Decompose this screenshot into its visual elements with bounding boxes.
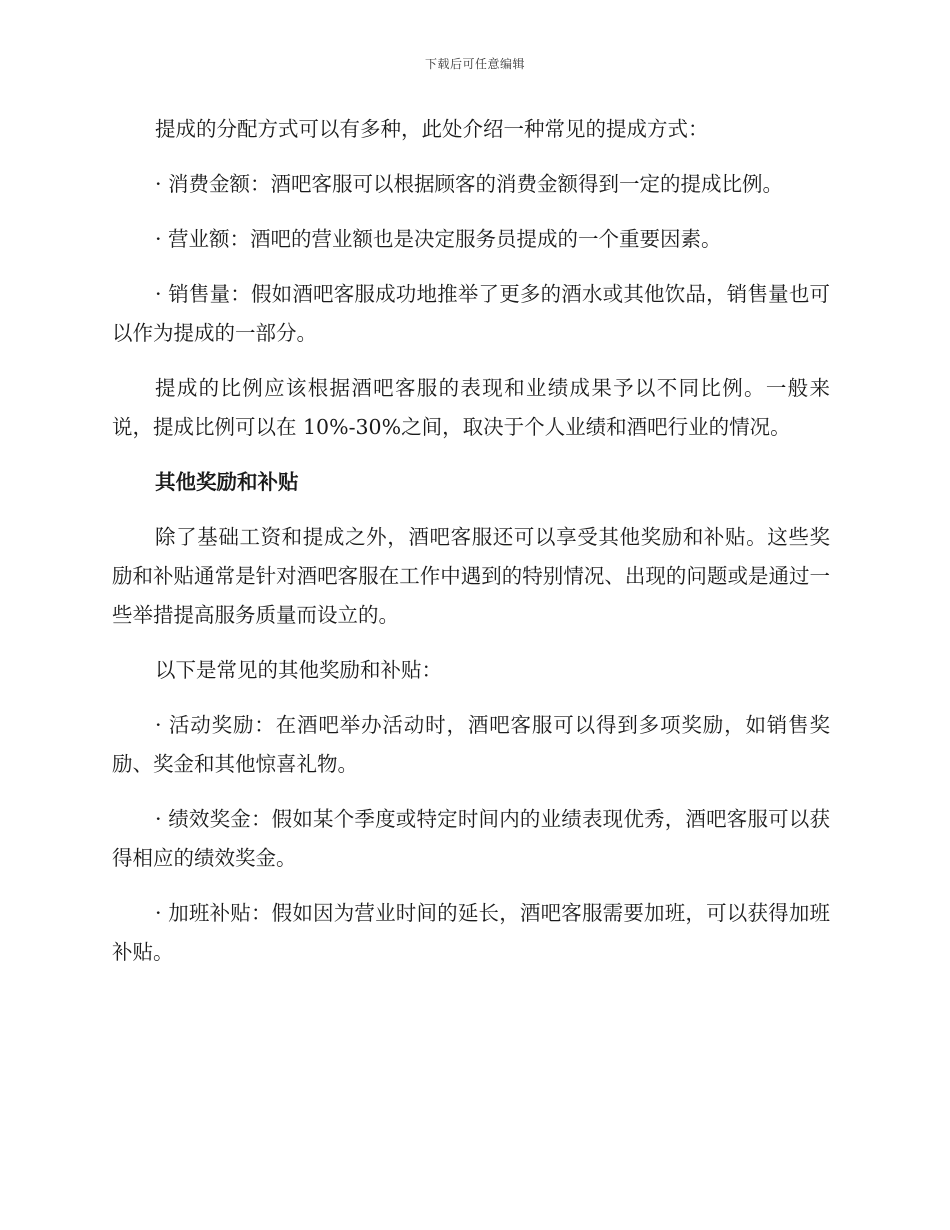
document-body <box>112 110 830 988</box>
header-note: 下载后可任意编辑 <box>424 57 525 71</box>
bullet-performance-bonus: · 绩效奖金：假如某个季度或特定时间内的业绩表现优秀，酒吧客服可以获得相应的绩效奖金。 <box>112 807 830 870</box>
section-heading: 其他奖励和补贴 <box>155 470 299 494</box>
paragraph-commission-ratio: 提成的比例应该根据酒吧客服的表现和业绩成果予以不同比例。一般来说，提成比例可以在 10%-30%之间，取决于个人业绩和酒吧行业的情况。 <box>112 376 830 439</box>
paragraph-other-rewards: 除了基础工资和提成之外，酒吧客服还可以享受其他奖励和补贴。这些奖励和补贴通常是针对酒吧客服在工作中遇到的特别情况、出现的问题或是通过一些举措提高服务质量而设立的。 <box>112 525 830 627</box>
bullet-revenue: · 营业额：酒吧的营业额也是决定服务员提成的一个重要因素。 <box>155 227 722 251</box>
bullet-overtime-subsidy: · 加班补贴：假如因为营业时间的延长，酒吧客服需要加班，可以获得加班补贴。 <box>112 901 830 964</box>
bullet-consumption-amount: · 消费金额：酒吧客服可以根据顾客的消费金额得到一定的提成比例。 <box>155 172 784 196</box>
bullet-event-reward: · 活动奖励：在酒吧举办活动时，酒吧客服可以得到多项奖励，如销售奖励、奖金和其他惊喜礼物。 <box>112 713 830 776</box>
bullet-sales-volume: · 销售量：假如酒吧客服成功地推举了更多的酒水或其他饮品，销售量也可以作为提成的一部分。 <box>112 282 830 345</box>
paragraph-commission-intro: 提成的分配方式可以有多种，此处介绍一种常见的提成方式： <box>155 117 709 141</box>
paragraph-common-rewards-intro: 以下是常见的其他奖励和补贴： <box>155 658 442 682</box>
